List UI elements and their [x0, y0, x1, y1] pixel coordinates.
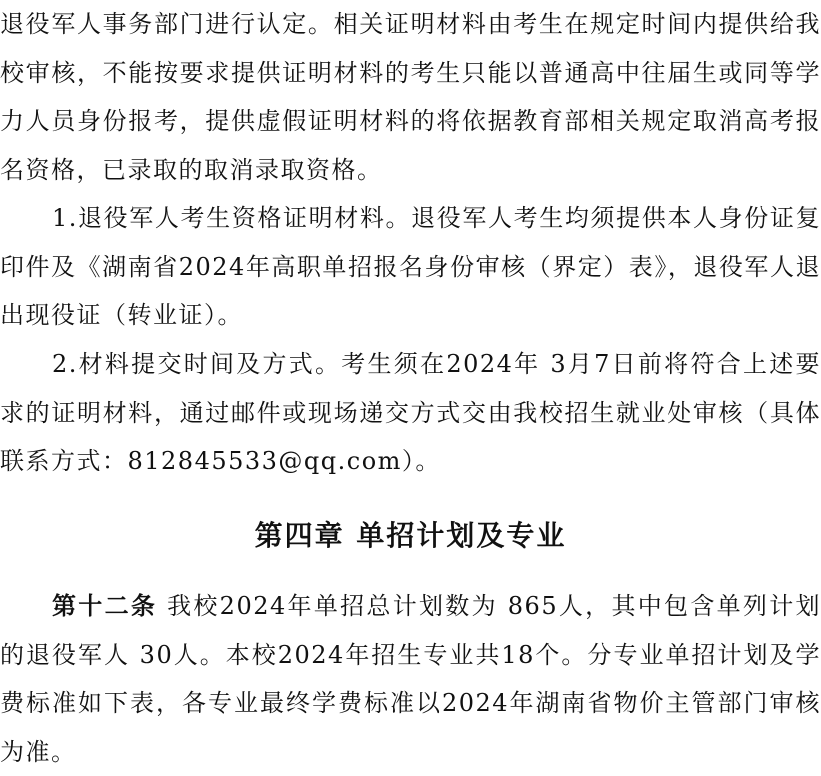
article-12-label: 第十二条	[52, 592, 158, 620]
article-12-text: 我校2024年单招总计划数为 865人，其中包含单列计划的退役军人 30人。本校2024年招生专业共18个。分专业单招计划及学费标准如下表，各专业最终学费标准以2024年湖南省物价主管部门审核为准。	[0, 592, 821, 766]
paragraph-veteran-materials: 1.退役军人考生资格证明材料。退役军人考生均须提供本人身份证复印件及《湖南省2024年高职单招报名身份审核（界定）表》，退役军人退出现役证（转业证）。	[0, 204, 821, 329]
paragraph-veteran-certification: 退役军人事务部门进行认定。相关证明材料由考生在规定时间内提供给我校审核，不能按要求提供证明材料的考生只能以普通高中往届生或同等学力人员身份报考，提供虚假证明材料的将依据教育部相关规定取消高考报名资格，已录取的取消录取资格。	[0, 10, 821, 184]
chapter-heading: 第四章 单招计划及专业	[254, 519, 567, 552]
paragraph-article-12	[0, 582, 821, 776]
paragraph-submission-method: 2.材料提交时间及方式。考生须在2024年 3月7日前将符合上述要求的证明材料，通过邮件或现场递交方式交由我校招生就业处审核（具体联系方式：812845533@qq.com）。	[0, 350, 821, 475]
